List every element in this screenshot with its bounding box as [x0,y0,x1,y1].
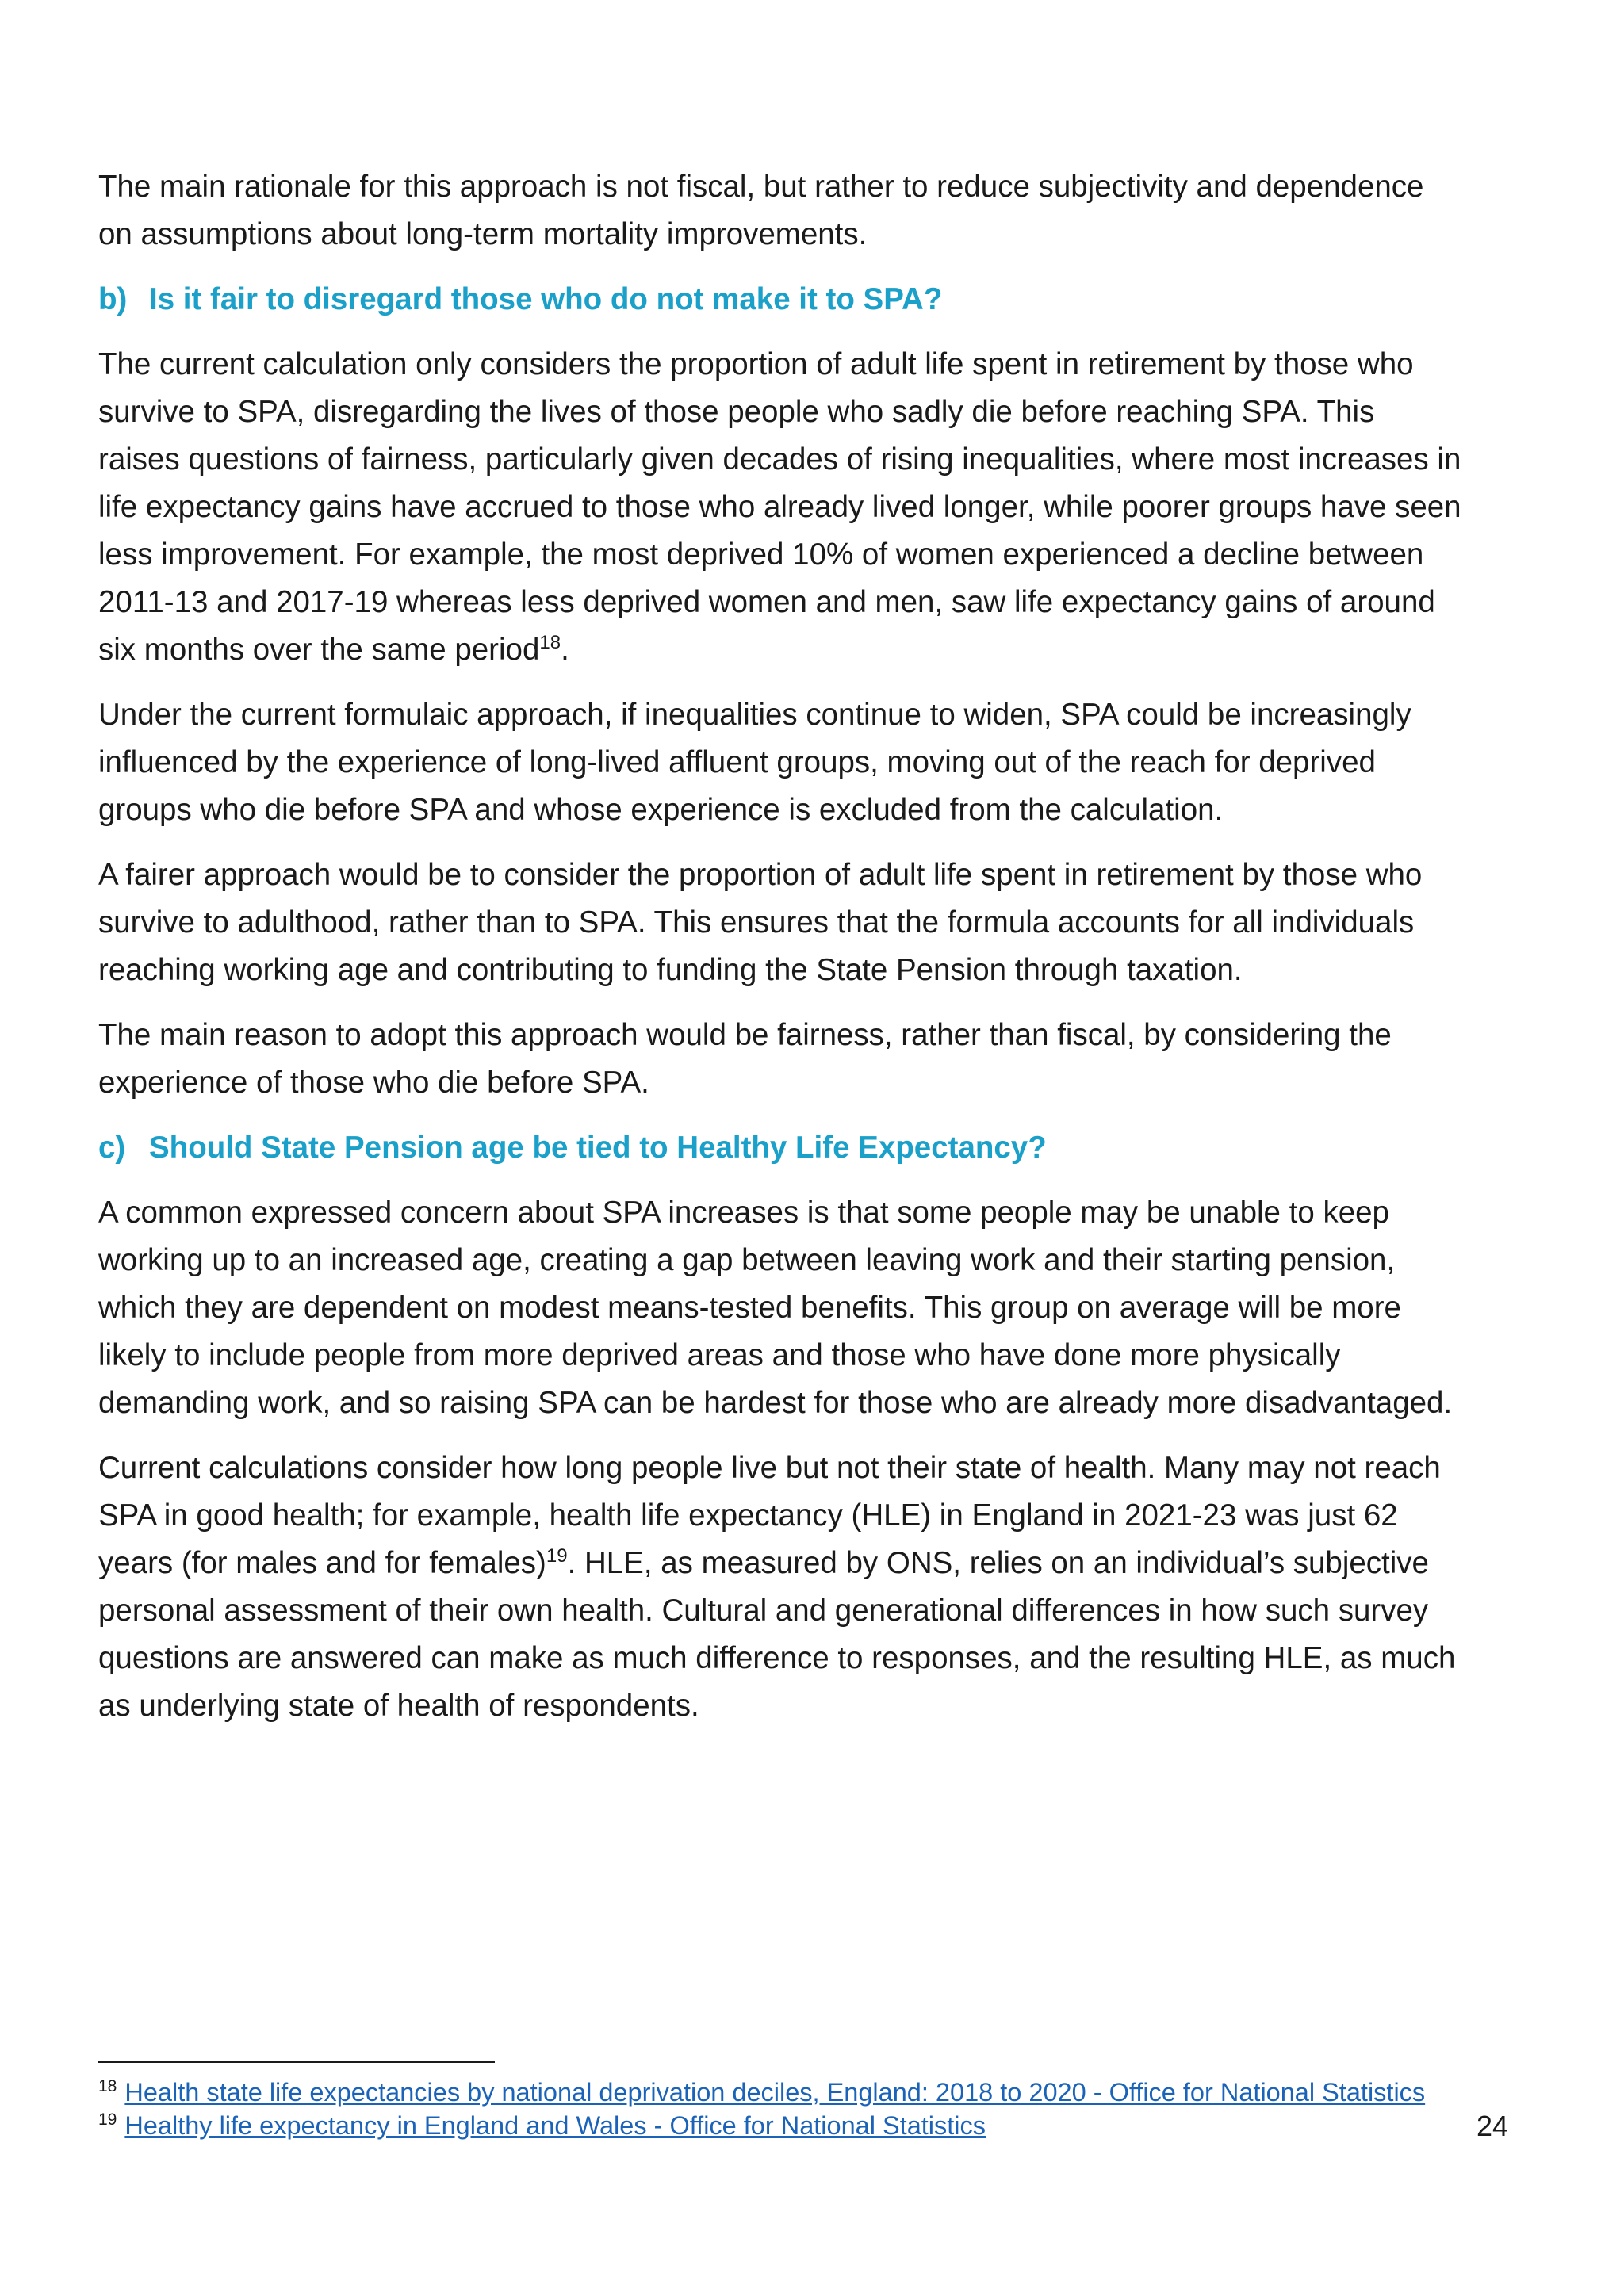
section-c-title: Should State Pension age be tied to Healthy Life Expectancy? [149,1131,1047,1165]
section-c-paragraph-2-end: . HLE, as measured by ONS, relies on an individual’s subjective personal assessment of their own health. Cultural and generational differences in how such survey questions are answered can make as much difference to responses, and the resulting HLE, as much as underlying state of health of respondents. [98,1546,1456,1723]
section-c-heading [98,1124,1462,1172]
section-b-paragraph-1-end: . [561,633,569,667]
footnote-number: 19 [98,2110,117,2130]
footnote-ref-18[interactable]: 18 [539,632,561,654]
section-b-paragraph-1-text: The current calculation only considers the proportion of adult life spent in retirement by those who survive to SPA, disregarding the lives of those people who sadly die before reaching SPA. This raises questions of fairness, particularly given decades of rising inequalities, where most increases in life expectancy gains have accrued to those who already lived longer, while poorer groups have seen less improvement. For example, the most deprived 10% of women experienced a decline between 2011-13 and 2017-19 whereas less deprived women and men, saw life expectancy gains of around six months over the same period [98,347,1461,667]
section-c-paragraph-2-text: Current calculations consider how long people live but not their state of health. Many may not reach SPA in good health; for example, health life expectancy (HLE) in England in 2021-23 was just 62 years (for males and for females) [98,1451,1441,1580]
footnotes [98,2076,1589,2142]
body-content [98,163,1462,1747]
footnote-link-18[interactable]: Health state life expectancies by national deprivation deciles, England: 2018 to 2020 - Office for National Statistics [124,2078,1426,2107]
section-b-paragraph-2: Under the current formulaic approach, if inequalities continue to widen, SPA could be increasingly influenced by the experience of long-lived affluent groups, moving out of the reach for deprived groups who die before SPA and whose experience is excluded from the calculation. [98,698,1411,827]
section-b-heading [98,276,1462,323]
section-b-letter: b) [98,282,128,316]
section-b-paragraph-1 [98,341,1462,674]
footnote-18 [98,2076,1589,2109]
section-b-title: Is it fair to disregard those who do not make it to SPA? [149,282,943,316]
footnote-divider [98,2061,495,2063]
section-c-letter: c) [98,1131,126,1165]
section-b-paragraph-3: A fairer approach would be to consider the proportion of adult life spent in retirement by those who survive to adulthood, rather than to SPA. This ensures that the formula accounts for all individuals reaching working age and contributing to funding the State Pension through taxation. [98,858,1423,987]
footnote-link-19[interactable]: Healthy life expectancy in England and Wales - Office for National Statistics [124,2111,986,2140]
section-b-paragraph-4: The main reason to adopt this approach would be fairness, rather than fiscal, by considering the experience of those who die before SPA. [98,1018,1392,1100]
section-c-paragraph-2 [98,1445,1462,1730]
footnote-19 [98,2109,1589,2142]
footnote-ref-19[interactable]: 19 [546,1545,568,1567]
page-number: 24 [1476,2110,1508,2142]
footnote-number: 18 [98,2077,117,2096]
section-c-paragraph-1: A common expressed concern about SPA increases is that some people may be unable to keep working up to an increased age, creating a gap between leaving work and their starting pension, which they are dependent on modest means-tested benefits. This group on average will be more likely to include people from more deprived areas and those who have done more physically demanding work, and so raising SPA can be hardest for those who are already more disadvantaged. [98,1196,1453,1420]
intro-paragraph: The main rationale for this approach is not fiscal, but rather to reduce subjectivity and dependence on assumptions about long-term mortality improvements. [98,170,1424,251]
